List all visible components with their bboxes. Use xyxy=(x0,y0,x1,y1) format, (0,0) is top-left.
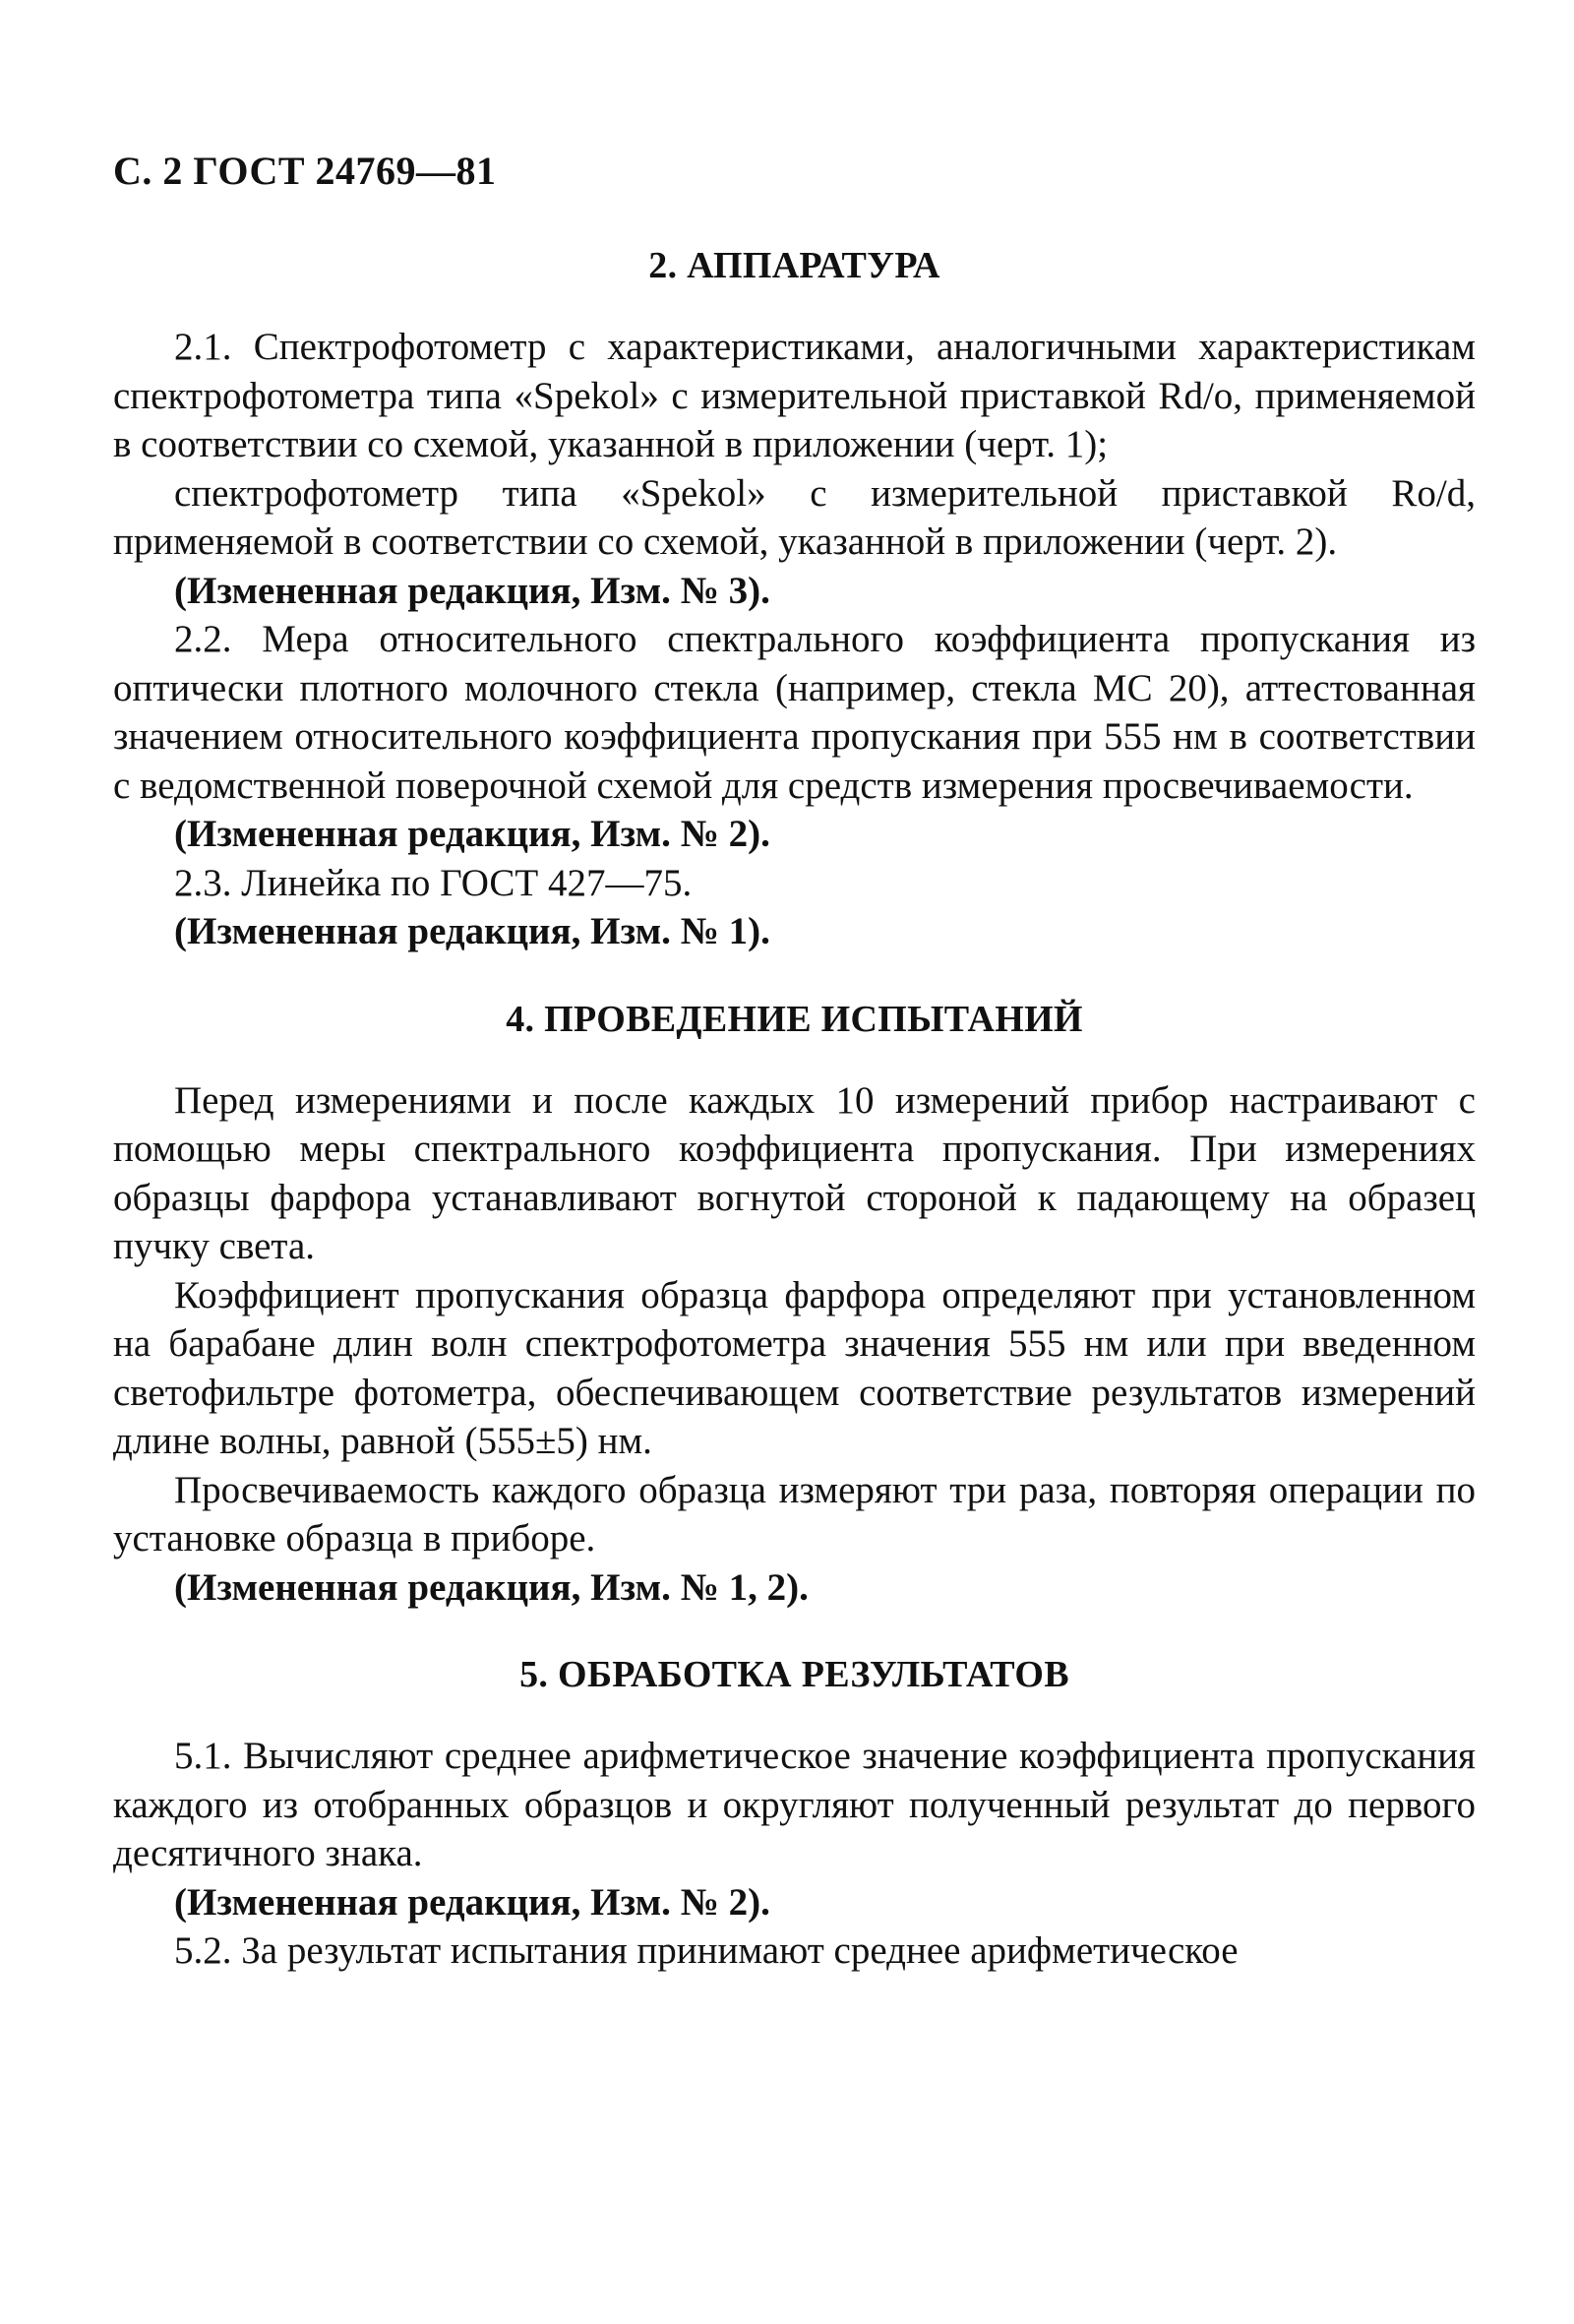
paragraph-2-1-ro-d: спектрофотометр типа «Spekol» с измерительной приставкой Ro/d, применяемой в соответствии со схемой, указанной в приложении (черт. 2). xyxy=(113,471,1476,563)
document-page xyxy=(113,148,1476,1976)
amendment-note-5-1: (Измененная редакция, Изм. № 2). xyxy=(174,1880,770,1924)
section-title-apparatus: 2. АППАРАТУРА xyxy=(648,245,940,286)
paragraph-2-3: 2.3. Линейка по ГОСТ 427—75. xyxy=(174,861,693,904)
page-header: С. 2 ГОСТ 24769—81 xyxy=(113,149,497,193)
section-title-testing: 4. ПРОВЕДЕНИЕ ИСПЫТАНИЙ xyxy=(506,998,1083,1040)
paragraph-5-2: 5.2. За результат испытания принимают среднее арифметическое xyxy=(174,1929,1239,1972)
section-title-results: 5. ОБРАБОТКА РЕЗУЛЬТАТОВ xyxy=(519,1654,1069,1695)
paragraph-2-1-rd-o: 2.1. Спектрофотометр с характеристиками, аналогичными характеристикам спектрофотометра типа «Spekol» с измерительной приставкой Rd/o, применяемой в соответствии со схемой, указанной в приложении (черт. 1); xyxy=(113,326,1476,465)
paragraph-5-1: 5.1. Вычисляют среднее арифметическое значение коэффициента пропускания каждого из отобранных образцов и округляют полученный результат до первого десятичного знака. xyxy=(113,1735,1476,1874)
amendment-note-2-1: (Измененная редакция, Изм. № 3). xyxy=(174,569,770,612)
section-results xyxy=(113,1651,1476,1976)
amendment-note-4: (Измененная редакция, Изм. № 1, 2). xyxy=(174,1565,809,1609)
paragraph-4-coefficient: Коэффициент пропускания образца фарфора определяют при установленном на барабане длин волн спектрофотометра значения 555 нм или при введенном светофильтре фотометра, обеспечивающем соответствие результатов измерений длине волны, равной (555±5) нм. xyxy=(113,1273,1476,1462)
amendment-note-2-2: (Измененная редакция, Изм. № 2). xyxy=(174,813,770,855)
section-apparatus xyxy=(113,242,1476,956)
amendment-note-2-3: (Измененная редакция, Изм. № 1). xyxy=(174,910,770,952)
paragraph-4-calibration: Перед измерениями и после каждых 10 измерений прибор настраивают с помощью меры спектрального коэффициента пропускания. При измерениях образцы фарфора устанавливают вогнутой стороной к падающему на образец пучку света. xyxy=(113,1078,1476,1267)
section-testing xyxy=(113,996,1476,1613)
paragraph-2-2: 2.2. Мера относительного спектрального коэффициента пропускания из оптически плотного молочного стекла (например, стекла МС 20), аттестованная значением относительного коэффициента пропускания при 555 нм в соответствии с ведомственной поверочной схемой для средств измерения просвечиваемости. xyxy=(113,618,1476,807)
paragraph-4-repeat: Просвечиваемость каждого образца измеряют три раза, повторяя операции по установке образца в приборе. xyxy=(113,1468,1476,1560)
